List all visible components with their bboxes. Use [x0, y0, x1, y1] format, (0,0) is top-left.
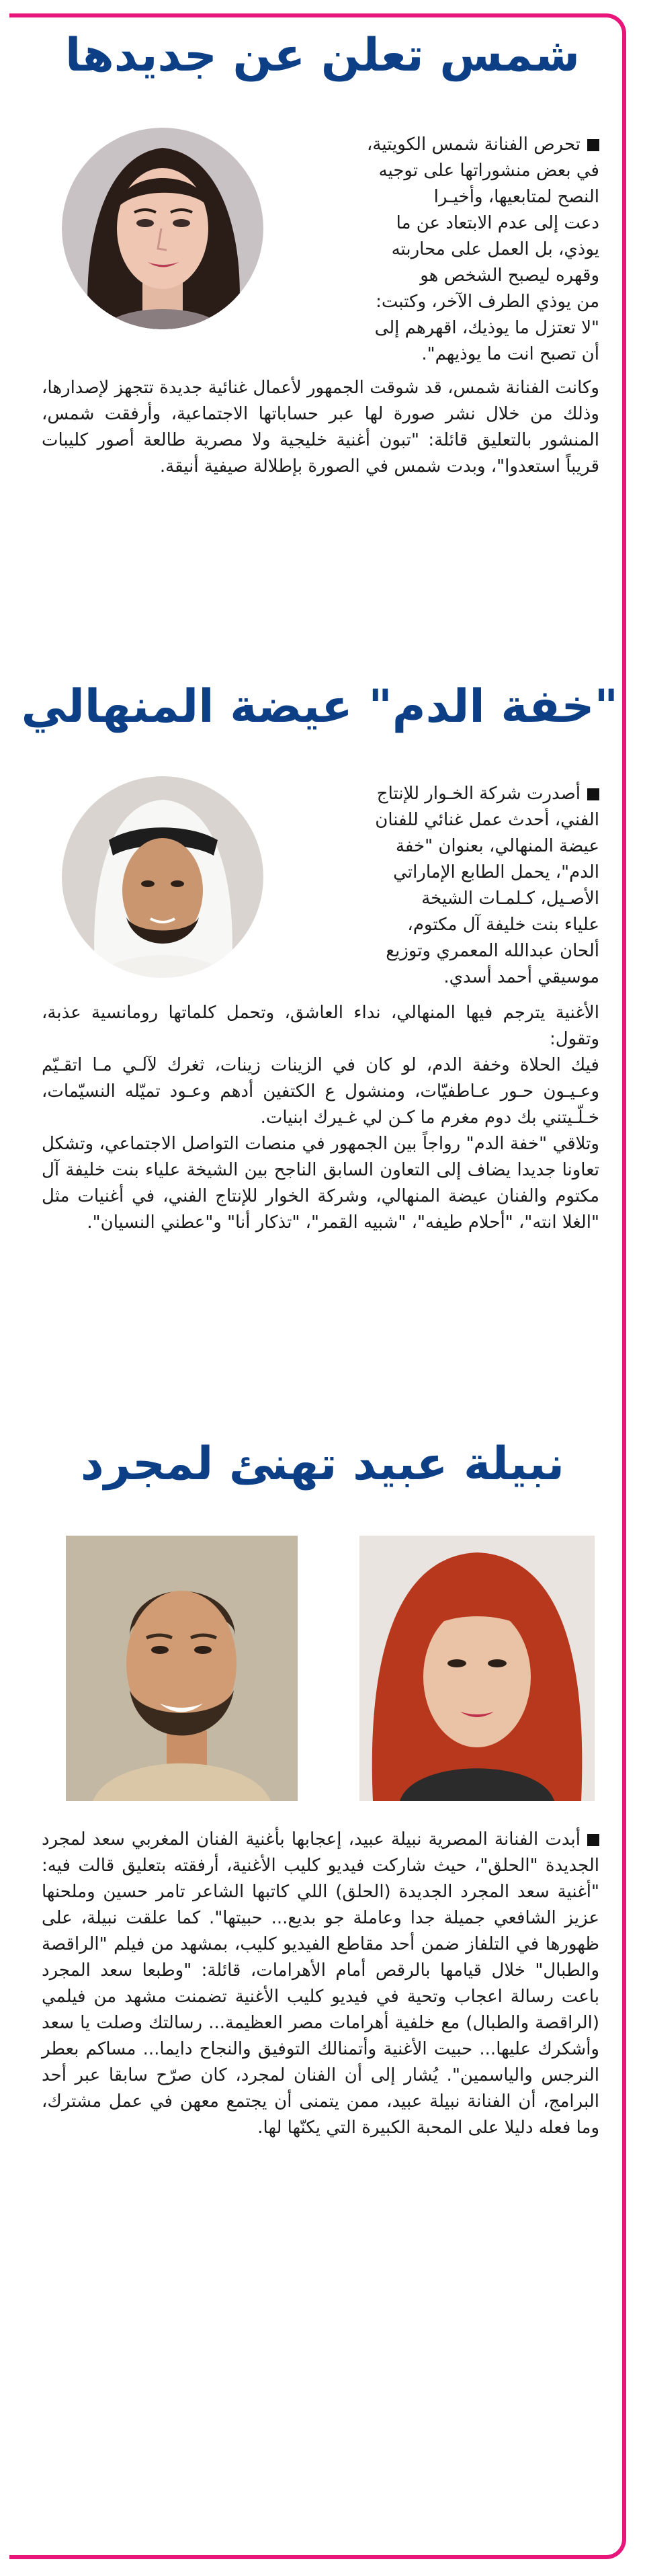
article1-intro-line: تحرص الفنانة شمس الكويتية،	[367, 134, 580, 155]
article3-body	[42, 1827, 599, 2141]
article1-intro-line: يوذي، بل العمل على محاربته	[391, 239, 599, 259]
article1-intro	[277, 132, 599, 368]
bullet-marker	[587, 139, 599, 151]
article1-intro-line: النصح لمتابعيها، وأخيـرا	[433, 187, 599, 207]
article1-body	[42, 375, 599, 480]
article2-intro-line: موسيقي أحمد أسدي.	[443, 967, 599, 987]
article2-headline: "خفة الدم" عيضة المنهالي	[21, 680, 618, 733]
article2-intro-line: الأصـيل، كـلمـات الشيخة	[421, 888, 599, 909]
article2-intro-line: عيضة المنهالي، بعنوان "خفة	[395, 836, 599, 856]
article2-intro-line: أصدرت شركة الخـوار للإنتاج	[376, 784, 580, 804]
article3-headline: نبيلة عبيد تهنئ لمجرد	[80, 1438, 565, 1491]
article2-intro	[277, 781, 599, 991]
article1-intro-line: وقهره ليصبح الشخص هو	[420, 265, 599, 286]
article2-intro-line: ألحان عبدالله المعمري وتوزيع	[386, 941, 599, 961]
article2-intro-line: الدم"، يحمل الطابع الإماراتي	[393, 862, 599, 882]
article2-poem: فيك الحلاة وخفة الدم، لو كان في الزينات زينات، ثغرك لآلـي مـا اتقـيّم وعـيـون حـور عـاطفيّات، ومنشول ع الكتفين أدهم وعـود تميّله النسيّمات، خـلّـيتني بك دوم مغرم ما كـن لي غـيرك ابنيات.	[42, 1055, 599, 1128]
article2-body-text: وتلاقي "خفة الدم" رواجاً بين الجمهور في منصات التواصل الاجتماعي، وتشكل تعاونا جديدا يضاف إلى التعاون السابق الناجح بين الشيخة علياء بنت خليفة آل مكتوم والفنان عيضة المنهالي، وشركة الخوار للإنتاج الفني، في أغنيات مثل "الغلا انته"، "أحلام طيفه"، "شبيه القمر"، "تذكار أنا" و"عطني النسيان".	[42, 1134, 599, 1233]
article1-intro-line: من يوذي الطرف الآخر، وكتبت:	[376, 292, 599, 312]
bullet-marker	[587, 788, 599, 800]
article1-headline: شمس تعلن عن جديدها	[65, 29, 580, 82]
saad-lamjarred-photo	[66, 1536, 298, 1801]
article1-intro-line: دعت إلى عدم الابتعاد عن ما	[396, 213, 599, 233]
article1-body-text: وكانت الفنانة شمس، قد شوقت الجمهور لأعمال غنائية جديدة تتجهز لإصدارها، وذلك من خلال نشر صورة لها عبر حساباتها الاجتماعية، وأرفقت شمس، المنشور بالتعليق قائلة: "تبون أغنية خليجية ولا مصرية طالعة أصور كليبات قريباً استعدوا"، وبدت شمس في الصورة بإطلالة صيفية أنيقة.	[42, 378, 599, 476]
article2-body	[42, 1000, 599, 1236]
nabila-ebeid-photo	[359, 1536, 595, 1801]
article1-intro-line: "لا تعتزل ما يوذيك، اقهرهم إلى	[374, 318, 599, 338]
article1-intro-line: في بعض منشوراتها على توجيه	[378, 161, 599, 181]
article2-intro-line: الفني، أحدث عمل غنائي للفنان	[375, 810, 599, 830]
article3-body-text: أبدت الفنانة المصرية نبيلة عبيد، إعجابها بأغنية الفنان المغربي سعد لمجرد الجديدة "الحلق"، حيث شاركت فيديو كليب الأغنية، أرفقته بتعليق قالت فيه: "أغنية سعد المجرد الجديدة (الحلق) اللي كاتبها الشاعر تامر حسين وملحنها عزيز الشافعي جميلة جدا وعاملة جو بديع... حبيتها". كما علقت نبيلة، على ظهورها في التلفاز ضمن أحد مقاطع الفيديو كليب، بمشهد من فيلم "الراقصة والطبال" خلال قيامها بالرقص أمام الأهرامات، قائلة: "وطبعا سعد المجرد باعت رسالة اعجاب وتحية في فيديو كليب الأغنية تضمنت مشهد من فيلمي (الراقصة والطبال) مع خلفية أهرامات مصر العظيمة... رسالتك وصلت يا سعد وأشكرك عليها... حبيت الأغنية وأتمنالك التوفيق والنجاح دايما... مساكم بعطر النرجس والياسمين". يُشار إلى أن الفنان لمجرد، كان صرّح سابقا عبر أحد البرامج، أن الفنانة نبيلة عبيد، ممن يتمنى أن يجتمع معهن في عمل مشترك، وما فعله دليلا على المحبة الكبيرة التي يكنّها لها.	[42, 1829, 599, 2138]
article2-body-text: الأغنية يترجم فيها المنهالي، نداء العاشق، وتحمل كلماتها رومانسية عذبة، وتقول:	[42, 1003, 599, 1049]
article1-intro-line: أن تصبح انت ما يوذيهم".	[421, 344, 599, 364]
article2-intro-line: علياء بنت خليفة آل مكتوم،	[407, 915, 599, 935]
bullet-marker	[587, 1834, 599, 1846]
shams-portrait	[62, 128, 263, 329]
almenhali-portrait	[62, 776, 263, 978]
